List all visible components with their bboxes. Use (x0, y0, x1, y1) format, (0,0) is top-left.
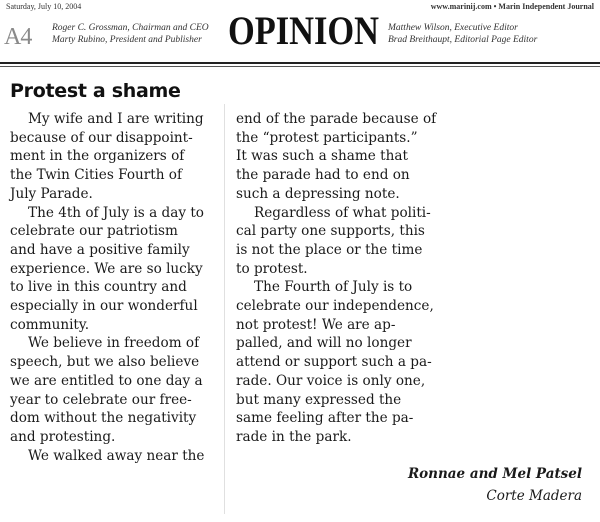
letter-column-1 (10, 110, 224, 465)
staff-editorial-page-editor: Brad Breithaupt, Editorial Page Editor (388, 35, 538, 45)
text-line: end of the parade because of (236, 111, 437, 127)
masthead-thin-rule (0, 66, 600, 67)
paragraph-1 (10, 110, 224, 204)
text-line: we are entitled to one day a (10, 372, 203, 389)
text-line: My wife and I are writing (28, 111, 204, 127)
text-line: such a depressing note. (236, 185, 400, 202)
letter-location: Corte Madera (486, 488, 582, 504)
text-line: the “protest participants.” (236, 129, 418, 146)
text-line: but many expressed the (236, 391, 402, 408)
text-line: We believe in freedom of (28, 335, 200, 352)
left-staff-list (52, 22, 209, 46)
right-staff-list (388, 22, 537, 46)
paragraph-3 (10, 334, 224, 446)
text-line: celebrate our independence, (236, 298, 434, 315)
section-title: OPINION (228, 8, 379, 53)
text-line: the parade had to end on (236, 167, 410, 184)
text-line: to protest. (236, 260, 308, 277)
text-line: and protesting. (10, 428, 116, 445)
text-line: not protest! We are ap- (236, 316, 396, 333)
staff-chairman: Roger C. Grossman, Chairman and CEO (52, 23, 209, 33)
text-line: attend or support such a pa- (236, 354, 432, 371)
text-line: celebrate our patriotism (10, 223, 178, 240)
page-number: A4 (4, 24, 32, 50)
text-line: especially in our wonderful (10, 298, 198, 315)
paragraph-5 (236, 204, 450, 279)
text-line: We walked away near the (28, 447, 205, 464)
staff-executive-editor: Matthew Wilson, Executive Editor (388, 23, 518, 33)
text-line: ment in the organizers of (10, 148, 185, 165)
column-divider (224, 104, 225, 514)
text-line: the Twin Cities Fourth of (10, 167, 183, 184)
text-line: speech, but we also believe (10, 354, 200, 371)
text-line: cal party one supports, this (236, 223, 425, 240)
staff-president: Marty Rubino, President and Publisher (52, 35, 202, 45)
text-line: community. (10, 316, 90, 333)
text-line: and have a positive family (10, 241, 190, 258)
text-line: to live in this country and (10, 279, 187, 296)
masthead-rule (0, 62, 600, 64)
text-line: It was such a shame that (236, 148, 408, 165)
letter-signature: Ronnae and Mel Patsel (407, 466, 582, 482)
publication-date: Saturday, July 10, 2004 (6, 2, 82, 11)
text-line: rade in the park. (236, 428, 352, 445)
text-line: The Fourth of July is to (254, 279, 413, 296)
website-line: www.marinij.com • Marin Independent Journal (430, 2, 594, 11)
paragraph-6 (236, 278, 450, 446)
letter-column-2 (236, 110, 450, 447)
text-line: July Parade. (10, 185, 93, 202)
paragraph-4-continued (236, 110, 450, 204)
text-line: because of our disappoint- (10, 129, 193, 146)
text-line: year to celebrate our free- (10, 391, 192, 408)
paragraph-2 (10, 204, 224, 335)
text-line: experience. We are so lucky (10, 260, 203, 277)
text-line: The 4th of July is a day to (28, 204, 204, 221)
text-line: Regardless of what politi- (254, 204, 431, 221)
masthead (0, 0, 600, 62)
text-line: palled, and will no longer (236, 335, 412, 352)
text-line: is not the place or the time (236, 241, 423, 258)
text-line: same feeling after the pa- (236, 410, 414, 427)
text-line: dom without the negativity (10, 410, 197, 427)
paragraph-4 (10, 447, 224, 466)
text-line: rade. Our voice is only one, (236, 372, 426, 389)
letter-headline: Protest a shame (10, 80, 181, 102)
